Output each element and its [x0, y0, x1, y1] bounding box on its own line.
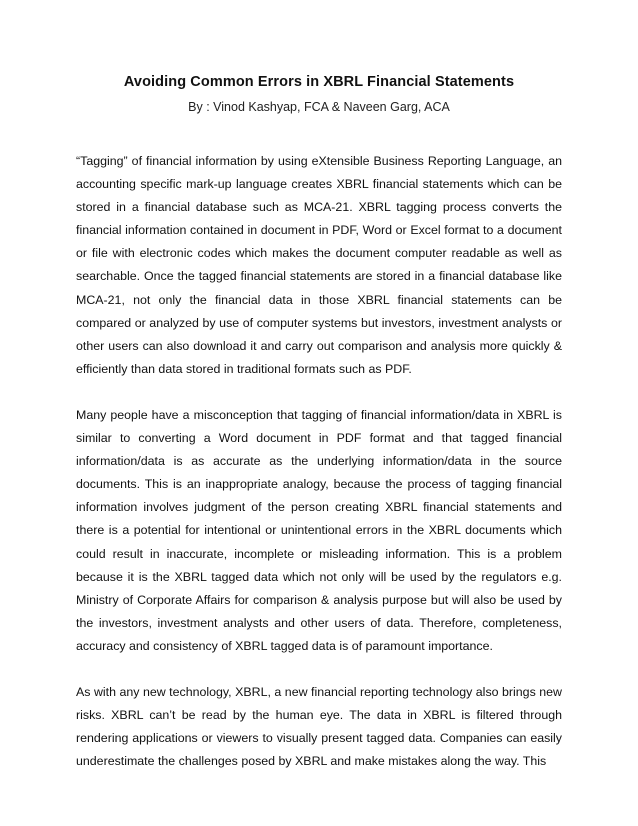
paragraph-2: Many people have a misconception that tagging of financial information/data in XBRL is similar to converting a Word document in PDF format and that tagged financial information/data is as accurate as the underlying information/data in the source documents. This is an inappropriate analogy, because the process of tagging financial information involves judgment of the person creating XBRL financial statements and there is a potential for intentional or unintentional errors in the XBRL documents which could result in inaccurate, incomplete or misleading information. This is a problem because it is the XBRL tagged data which not only will be used by the regulators e.g. Ministry of Corporate Affairs for comparison & analysis purpose but will also be used by the investors, investment analysts and other users of data. Therefore, completeness, accuracy and consistency of XBRL tagged data is of paramount importance.: [76, 407, 562, 653]
paragraph-1: “Tagging” of financial information by using eXtensible Business Reporting Language, an accounting specific mark-up language creates XBRL financial statements which can be stored in a financial database such as MCA-21. XBRL tagging process converts the financial information contained in document in PDF, Word or Excel format to a document or file with electronic codes which makes the document computer readable as well as searchable. Once the tagged financial statements are stored in a financial database like MCA-21, not only the financial data in those XBRL financial statements can be compared or analyzed by use of computer systems but investors, investment analysts or other users can also download it and carry out comparison and analysis more quickly & efficiently than data stored in traditional formats such as PDF.: [76, 154, 562, 376]
author-byline: By : Vinod Kashyap, FCA & Naveen Garg, ACA: [188, 100, 450, 114]
paragraph-3: As with any new technology, XBRL, a new financial reporting technology also brings new risks. XBRL can’t be read by the human eye. The data in XBRL is filtered through rendering applications or viewers to visually present tagged data. Companies can easily underestimate the challenges posed by XBRL and make mistakes along the way. This: [76, 684, 562, 769]
document-title: Avoiding Common Errors in XBRL Financial Statements: [123, 74, 515, 90]
